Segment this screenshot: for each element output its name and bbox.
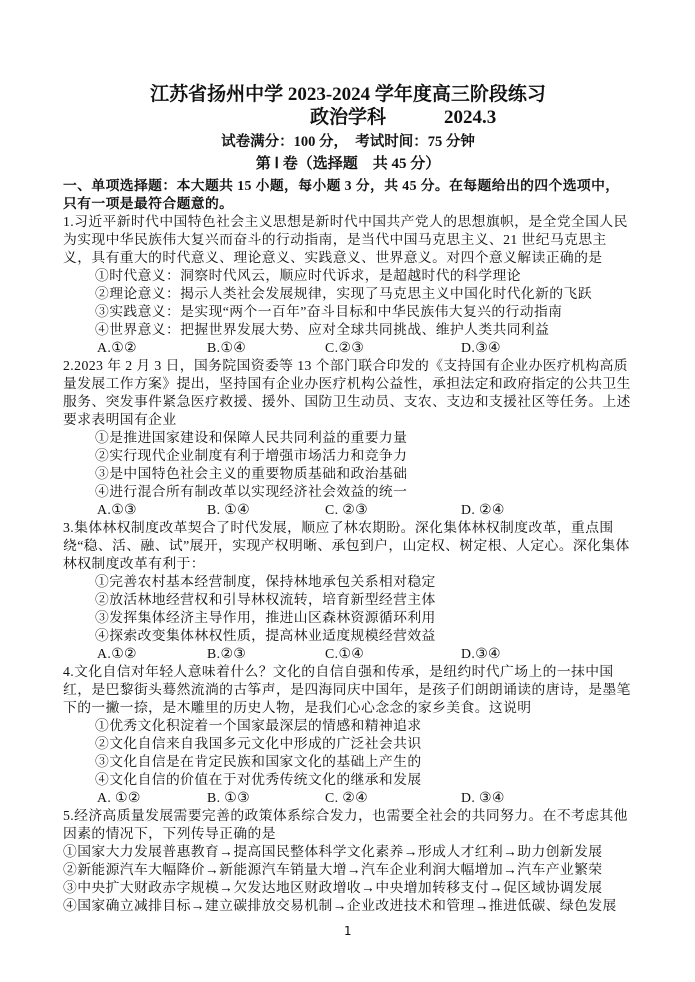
section-instructions: 一、单项选择题：本大题共 15 小题，每小题 3 分，共 45 分。在每题给出的四个选项中，只有一项是最符合题意的。 [63,178,620,211]
question-5 [63,807,633,915]
question-4-statement-1: ①优秀文化积淀着一个国家最深层的情感和精神追求 [95,718,422,733]
question-2-option-d: D. ②④ [461,502,505,517]
section-title: 第 Ⅰ 卷（选择题 共 45 分） [255,156,441,172]
question-1-option-b: B.①④ [207,340,246,355]
question-1-option-a: A.①② [97,340,137,355]
question-3-statement-3: ③发挥集体经济主导作用，推进山区森林资源循环利用 [95,610,436,625]
question-5-statement-2: ②新能源汽车大幅降价→新能源汽车销量大增→汽车企业利润大幅增加→汽车产业繁荣 [63,862,603,877]
question-4-option-b: B. ①③ [207,790,250,805]
question-1-statement-2: ②理论意义：揭示人类社会发展规律，实现了马克思主义中国化时代化新的飞跃 [95,286,592,301]
exam-title: 江苏省扬州中学 2023-2024 学年度高三阶段练习 [150,84,546,105]
question-3 [63,519,633,663]
question-4-statement-2: ②文化自信来自我国多元文化中形成的广泛社会共识 [95,736,422,751]
question-1 [63,213,633,357]
question-2-statement-1: ①是推进国家建设和保障人民共同利益的重要力量 [95,430,408,445]
question-5-stem: 5.经济高质量发展需要完善的政策体系综合发力，也需要全社会的共同努力。在不考虑其他因素的情况下，下列传导正确的是 [63,808,628,841]
question-4-option-c: C. ②④ [325,790,368,805]
question-4-options-row [63,789,633,807]
exam-header [63,83,633,175]
question-3-statement-4: ④探索改变集体林权性质，提高林业适度规模经营效益 [95,628,436,643]
question-3-option-b: B.②③ [207,646,246,661]
question-3-stem: 3.集体林权制度改革契合了时代发展，顺应了林农期盼。深化集体林权制度改革，重点围绕“稳、活、融、试”展开，实现产权明晰、承包到户，山定权、树定根、人定心。深化集体林权制度改革有利于： [63,520,630,571]
question-2-statement-4: ④进行混合所有制改革以实现经济社会效益的统一 [95,484,408,499]
question-5-statement-1: ①国家大力发展普惠教育→提高国民整体科学文化素养→形成人才红利→助力创新发展 [63,844,603,859]
question-2-statement-2: ②实行现代企业制度有利于增强市场活力和竞争力 [95,448,408,463]
exam-subtitle-row [63,106,633,129]
question-1-statement-1: ①时代意义：洞察时代风云，顺应时代诉求，是超越时代的科学理论 [95,268,521,283]
question-2-stem: 2.2023 年 2 月 3 日，国务院国资委等 13 个部门联合印发的《支持国有企业办医疗机构高质量发展工作方案》提出，坚持国有企业办医疗机构公益性，承担法定和政府指定的公共卫生服务、突发事件紧急医疗救援、援外、国防卫生动员、支农、支边和支援社区等任务。上述要求表明国有企业 [63,358,631,427]
question-1-option-d: D.③④ [461,340,501,355]
question-4-option-d: D. ③④ [461,790,505,805]
question-2-option-c: C. ②③ [325,502,368,517]
question-4-option-a: A. ①② [97,790,141,805]
question-3-option-a: A.①② [97,646,137,661]
question-2-statement-3: ③是中国特色社会主义的重要物质基础和政治基础 [95,466,408,481]
question-1-statement-3: ③实践意义：是实现“两个一百年”奋斗目标和中华民族伟大复兴的行动指南 [95,304,563,319]
question-2-options-row [63,501,633,519]
question-5-statement-4: ④国家确立减排目标→建立碳排放交易机制→企业改进技术和管理→推进低碳、绿色发展 [63,898,617,913]
exam-date: 2024.3 [444,107,497,128]
question-2-option-b: B. ①④ [207,502,250,517]
question-3-option-d: D.③④ [461,646,501,661]
question-1-option-c: C.②③ [325,340,364,355]
question-4-statement-3: ③文化自信是在肯定民族和国家文化的基础上产生的 [95,754,422,769]
question-3-statement-2: ②放活林地经营权和引导林权流转，培育新型经营主体 [95,592,436,607]
question-3-option-c: C.①④ [325,646,364,661]
question-2-option-a: A.①③ [97,502,137,517]
question-1-stem: 1.习近平新时代中国特色社会主义思想是新时代中国共产党人的思想旗帜，是全党全国人民为实现中华民族伟大复兴而奋斗的行动指南，是当代中国马克思主义、21 世纪马克思主义，具有重大的时代意义、理论意义、实践意义、世界意义。对四个意义解读正确的是 [63,214,628,265]
question-1-statement-4: ④世界意义：把握世界发展大势、应对全球共同挑战、维护人类共同利益 [95,322,550,337]
question-3-options-row [63,645,633,663]
question-4-statement-4: ④文化自信的价值在于对优秀传统文化的继承和发展 [95,772,422,787]
exam-meta-line: 试卷满分：100 分， 考试时间：75 分钟 [221,134,475,150]
exam-subject: 政治学科 [310,107,387,128]
page-number: 1 [343,923,352,938]
question-3-statement-1: ①完善农村基本经营制度，保持林地承包关系相对稳定 [95,574,436,589]
question-1-options-row [63,339,633,357]
question-2 [63,357,633,519]
question-4-stem: 4.文化自信对年轻人意味着什么？文化的自信自强和传承，是纽约时代广场上的一抹中国红，是巴黎街头蓦然流淌的古筝声，是四海同庆中国年，是孩子们朗朗诵读的唐诗，是墨笔下的一撇一捺，是木雕里的历史人物，是我们心心念念的家乡美食。这说明 [63,664,631,715]
question-5-statement-3: ③中央扩大财政赤字规模→欠发达地区财政增收→中央增加转移支付→促区域协调发展 [63,880,603,895]
question-4 [63,663,633,807]
